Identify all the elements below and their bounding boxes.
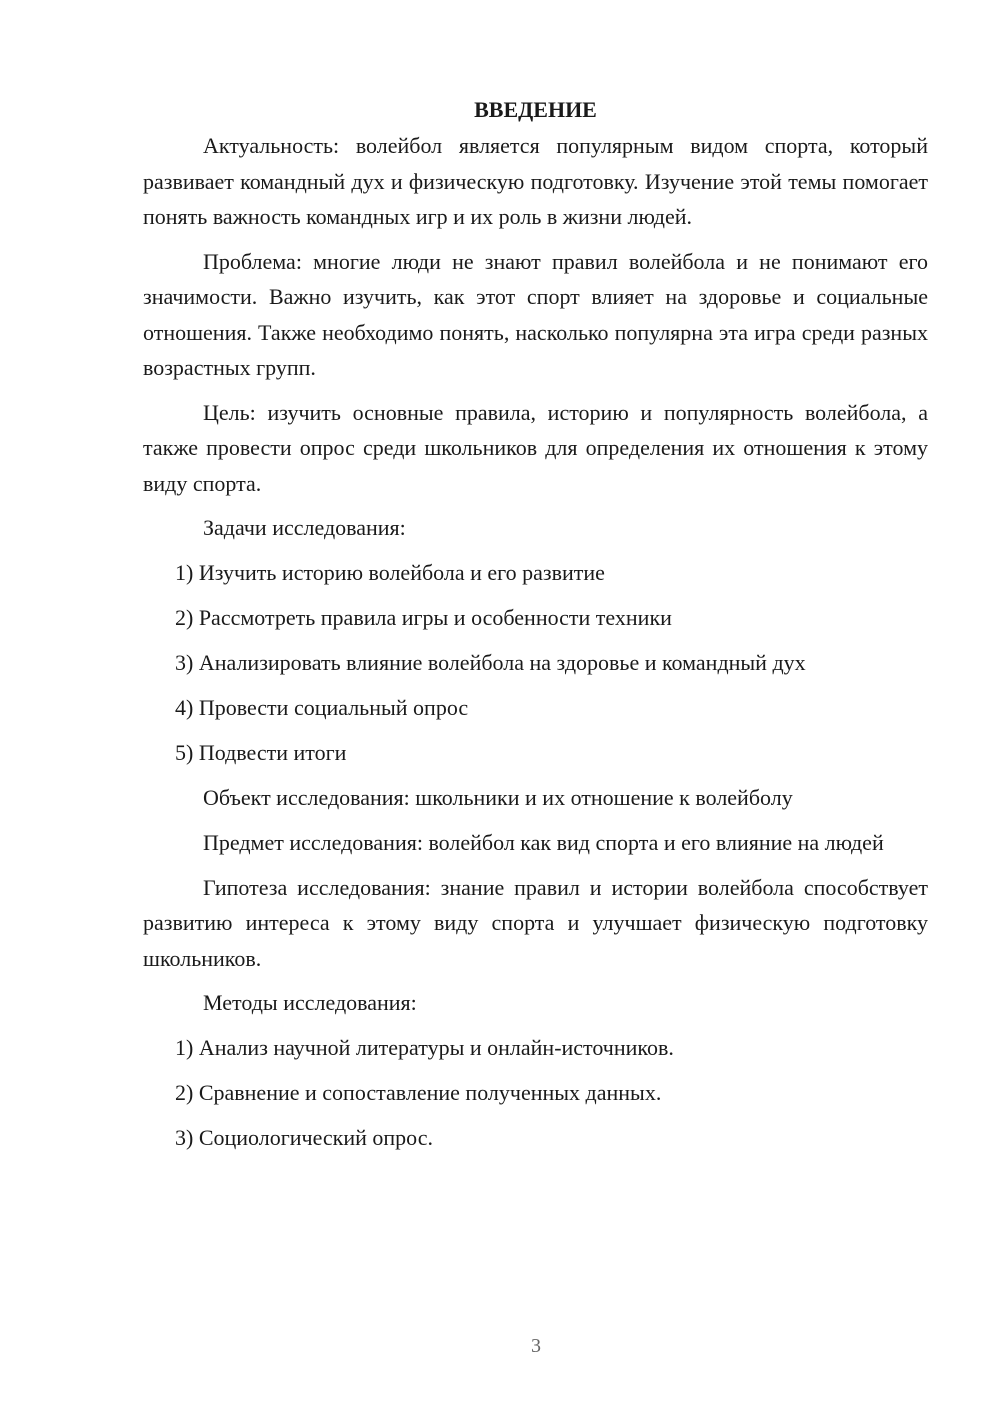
goal-paragraph: Цель: изучить основные правила, историю и популярность волейбола, а также провести опрос среди школьников для определения их отношения к этому виду спорта. [143, 399, 928, 496]
subject-paragraph: Предмет исследования: волейбол как вид спорта и его влияние на людей [203, 830, 884, 855]
methods-heading: Методы исследования: [203, 990, 417, 1015]
list-item: 2) Сравнение и сопоставление полученных данных. [175, 1080, 662, 1105]
list-item: 2) Рассмотреть правила игры и особенности техники [175, 605, 672, 630]
list-item: 3) Анализировать влияние волейбола на здоровье и командный дух [175, 650, 806, 675]
tasks-list [143, 555, 928, 771]
relevance-paragraph: Актуальность: волейбол является популярным видом спорта, который развивает командный дух и физическую подготовку. Изучение этой темы помогает понять важность командных игр и их роль в жизни людей. [143, 133, 928, 229]
page-title: ВВЕДЕНИЕ [474, 97, 597, 122]
document-page [143, 92, 928, 1165]
list-item: 4) Провести социальный опрос [175, 695, 469, 720]
list-item: 5) Подвести итоги [175, 740, 347, 765]
problem-paragraph: Проблема: многие люди не знают правил волейбола и не понимают его значимости. Важно изучить, как этот спорт влияет на здоровье и социальные отношения. Также необходимо понять, насколько популярна эта игра среди разных возрастных групп. [143, 248, 928, 380]
list-item: 1) Анализ научной литературы и онлайн-источников. [175, 1035, 674, 1060]
list-item: 3) Социологический опрос. [175, 1125, 433, 1150]
hypothesis-paragraph: Гипотеза исследования: знание правил и истории волейбола способствует развитию интереса к этому виду спорта и улучшает физическую подготовку школьников. [143, 874, 928, 971]
list-item: 1) Изучить историю волейбола и его развитие [175, 560, 605, 585]
methods-list [143, 1030, 928, 1156]
object-paragraph: Объект исследования: школьники и их отношение к волейболу [203, 785, 793, 810]
tasks-heading: Задачи исследования: [203, 515, 406, 540]
page-number: 3 [531, 1335, 541, 1357]
